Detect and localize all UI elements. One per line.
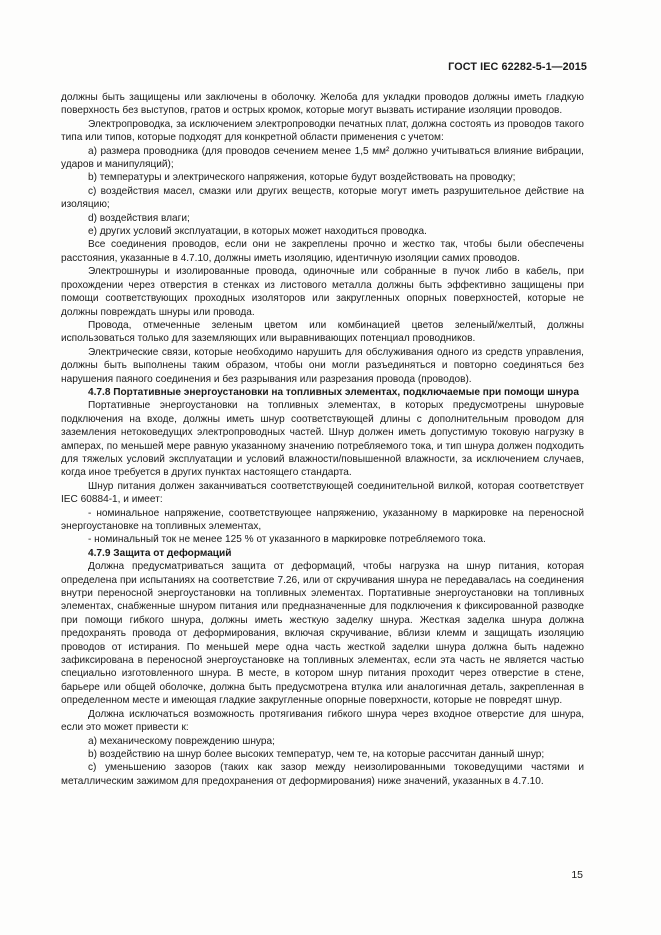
paragraph: Шнур питания должен заканчиваться соответствующей соединительной вилкой, которая соответствует IEC 60884-1, и имеет: [61,480,584,506]
list-item: e) других условий эксплуатации, в которых может находиться проводка. [88,226,427,238]
paragraph: Все соединения проводов, если они не закреплены прочно и жестко так, чтобы были обеспечены расстояния, указанные в 4.7.10, должны иметь изоляцию, идентичную изоляции самих проводов. [61,239,584,264]
paragraph: Электрошнуры и изолированные провода, одиночные или собранные в пучок либо в кабель, при прохождении через отверстия в стенках из листового металла должны быть эффективно защищены при помощи соответствующих проходных изоляторов или закругленных опорных поверхностей, которые не должны повреждать шнуры или провода. [61,266,584,318]
paragraph: Провода, отмеченные зеленым цветом или комбинацией цветов зеленый/желтый, должны использоваться только для заземляющих или выравнивающих потенциал проводников. [61,319,584,345]
document-body [61,91,584,788]
paragraph: Должна исключаться возможность протягивания гибкого шнура через входное отверстие для шнура, если это может привести к: [61,708,584,734]
list-item: b) температуры и электрического напряжения, которые будут воздействовать на проводку; [88,172,516,184]
list-item: c) воздействия масел, смазки или других веществ, которые могут иметь разрушительное действие на изоляцию; [61,185,584,211]
list-item: a) размера проводника (для проводов сечением менее 1,5 мм² должно учитываться влияние вибрации, ударов и манипуляций); [61,145,584,171]
list-item: b) воздействию на шнур более высоких температур, чем те, на которые рассчитан данный шнур; [88,748,545,760]
page-number: 15 [571,869,583,881]
paragraph: Электрические связи, которые необходимо нарушить для обслуживания одного из средств управления, должны быть выполнены таким образом, чтобы они могли разъединяться и повторно соединяться без нарушения паяного соединения и без разрывания или разрезания провода (проводов). [61,346,584,385]
paragraph: должны быть защищены или заключены в оболочку. Желоба для укладки проводов должны иметь гладкую поверхность без выступов, гратов и острых кромок, которые могут вызвать истирание изоляции проводов. [61,92,584,117]
list-item: - номинальный ток не менее 125 % от указанного в маркировке потребляемого тока. [88,534,486,546]
section-heading: 4.7.9 Защита от деформаций [88,547,232,559]
section-heading: 4.7.8 Портативные энергоустановки на топливных элементах, подключаемые при помощи шнура [88,386,579,398]
paragraph: Электропроводка, за исключением электропроводки печатных плат, должна состоять из проводов такого типа или типов, которые подходят для конкретной области применения с учетом: [61,118,584,144]
document-header: ГОСТ IEC 62282-5-1—2015 [448,61,587,73]
list-item: - номинальное напряжение, соответствующее напряжению, указанному в маркировке на переносной энергоустановке на топливных элементах, [61,507,584,532]
paragraph: Должна предусматриваться защита от деформаций, чтобы нагрузка на шнур питания, которая определена при испытаниях на соответствие 7.26, или от скручивания шнура не передавалась на соединения внутри переносной энергоустановки на топливных элементах. Портативные энергоустановки на топливных элементах, снабженные шнуром питания или предназначенные для подключения к фиксированной разводке при помощи гибкого шнура, должны иметь жесткую заделку шнура. Жесткая заделка шнура должна предохранять провода от деформирования, включая скручивание, вблизи клемм и защищать изоляцию проводов от истирания. По меньшей мере одна часть жесткой заделки шнура должна быть надежно зафиксирована в переносной энергоустановке на топливных элементах, если эта часть не является частью специально изготовленного шнура. В месте, в котором шнур питания проходит через отверстие в стене, барьере или общей оболочке, должна быть предусмотрена втулка или аналогичная деталь, закрепленная в определенном месте и имеющая гладкие закругленные опорные поверхности, которые не повредят шнур. [61,561,584,707]
list-item: d) воздействия влаги; [88,212,190,224]
paragraph: Портативные энергоустановки на топливных элементах, в которых предусмотрены шнуровые подключения на входе, должны иметь шнур соответствующей длины с дополнительным проводом для заземления нетоковедущих электропроводных частей. Шнур должен иметь допустимую токовую нагрузку в амперах, по меньшей мере равную указанному значению потребляемого тока, и тип шнура должен подходить для тяжелых условий эксплуатации и условий влажности/повышенной влажности, за исключением случаев, когда иное требуется в других пунктах настоящего стандарта. [61,400,584,479]
list-item: a) механическому повреждению шнура; [88,735,275,747]
list-item: c) уменьшению зазоров (таких как зазор между неизолированными токоведущими частями и металлическим зажимом для предохранения от деформирования) ниже значений, указанных в 4.7.10. [61,762,584,787]
